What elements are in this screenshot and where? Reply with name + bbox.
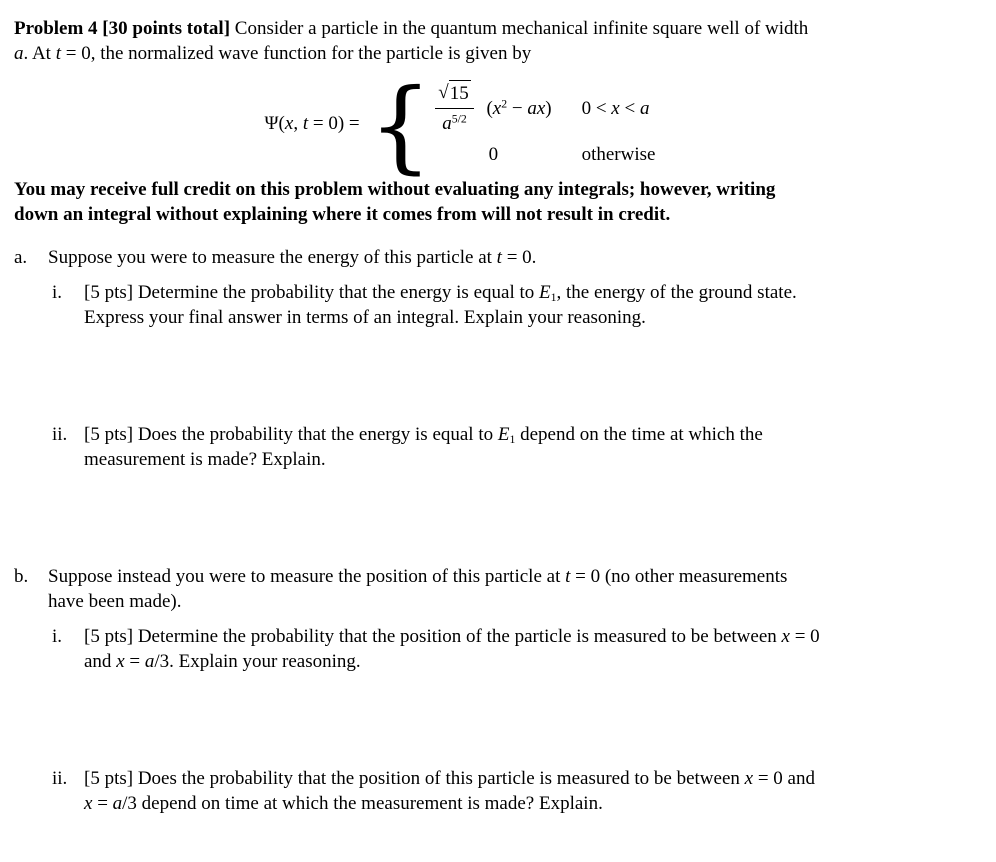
part-a-item-ii-content bbox=[84, 422, 966, 472]
part-a-item-i-content bbox=[84, 280, 966, 330]
header-line-1: Problem 4 [30 points total] Consider a particle in the quantum mechanical infinite square well of width bbox=[14, 18, 809, 39]
credit-note-line-1: You may receive full credit on this problem without evaluating any integrals; however, writing bbox=[14, 179, 776, 200]
cases-brace: { bbox=[368, 66, 433, 184]
equation-lhs: Ψ(x, t = 0) = bbox=[264, 113, 360, 134]
part-a-text: Suppose you were to measure the energy of this particle at t = 0. bbox=[48, 247, 537, 268]
case1-expression bbox=[435, 80, 551, 136]
part-b-content bbox=[48, 564, 966, 614]
fraction-denominator: $a^{5/2}$ bbox=[435, 108, 473, 136]
part-b-item-i-label: i. bbox=[52, 626, 63, 647]
part-b-item-i-line-1: [5 pts] Determine the probability that the position of the particle is measured to be between x = 0 bbox=[84, 626, 820, 647]
part-a bbox=[14, 245, 966, 270]
part-b-item-ii-content bbox=[84, 766, 966, 816]
part-a-item-i-line-2: Express your final answer in terms of an integral. Explain your reasoning. bbox=[84, 307, 646, 328]
part-b-item-ii-line-2: x = a/3 depend on time at which the measurement is made? Explain. bbox=[84, 793, 603, 814]
part-a-item-i-label: i. bbox=[52, 282, 63, 303]
coefficient-fraction bbox=[435, 80, 473, 136]
header-line-2: a. At t = 0, the normalized wave function for the particle is given by bbox=[14, 43, 532, 64]
part-b-item-ii-line-1: [5 pts] Does the probability that the position of this particle is measured to be between x = 0 and bbox=[84, 768, 815, 789]
part-a-item-i-line-1: [5 pts] Determine the probability that the energy is equal to $E_1$, the energy of the ground state. bbox=[84, 282, 797, 304]
part-a-item-ii bbox=[52, 422, 966, 472]
cases-grid bbox=[435, 80, 655, 167]
part-b-item-ii-label: ii. bbox=[52, 768, 68, 789]
part-b-line-1: Suppose instead you were to measure the position of this particle at t = 0 (no other measurements bbox=[48, 566, 788, 587]
part-a-item-ii-line-1: [5 pts] Does the probability that the energy is equal to $E_1$ depend on the time at which the bbox=[84, 424, 763, 446]
problem-header bbox=[14, 16, 966, 66]
part-b-item-i bbox=[52, 624, 966, 674]
radical-sign: √ bbox=[438, 82, 449, 103]
part-a-item-ii-label: ii. bbox=[52, 424, 68, 445]
case2-expression: 0 bbox=[488, 144, 499, 165]
part-a-item-ii-line-2: measurement is made? Explain. bbox=[84, 449, 326, 470]
radical-argument: 15 bbox=[449, 80, 471, 106]
case2-condition: otherwise bbox=[581, 144, 656, 165]
part-b-item-i-content bbox=[84, 624, 966, 674]
credit-note bbox=[14, 177, 966, 227]
polynomial-expression: $(x^2 - ax)$ bbox=[486, 97, 552, 119]
case1-condition: 0 < x < a bbox=[581, 97, 650, 119]
part-b-label: b. bbox=[14, 566, 29, 587]
part-b-item-i-line-2: and x = a/3. Explain your reasoning. bbox=[84, 651, 361, 672]
credit-note-line-2: down an integral without explaining where it comes from will not result in credit. bbox=[14, 204, 671, 225]
fraction-numerator bbox=[435, 80, 473, 108]
part-a-item-i bbox=[52, 280, 966, 330]
part-b-item-ii bbox=[52, 766, 966, 816]
part-b-line-2: have been made). bbox=[48, 591, 182, 612]
part-a-content bbox=[48, 245, 966, 270]
wave-function-equation bbox=[14, 66, 906, 184]
part-a-label: a. bbox=[14, 247, 28, 268]
part-b bbox=[14, 564, 966, 614]
